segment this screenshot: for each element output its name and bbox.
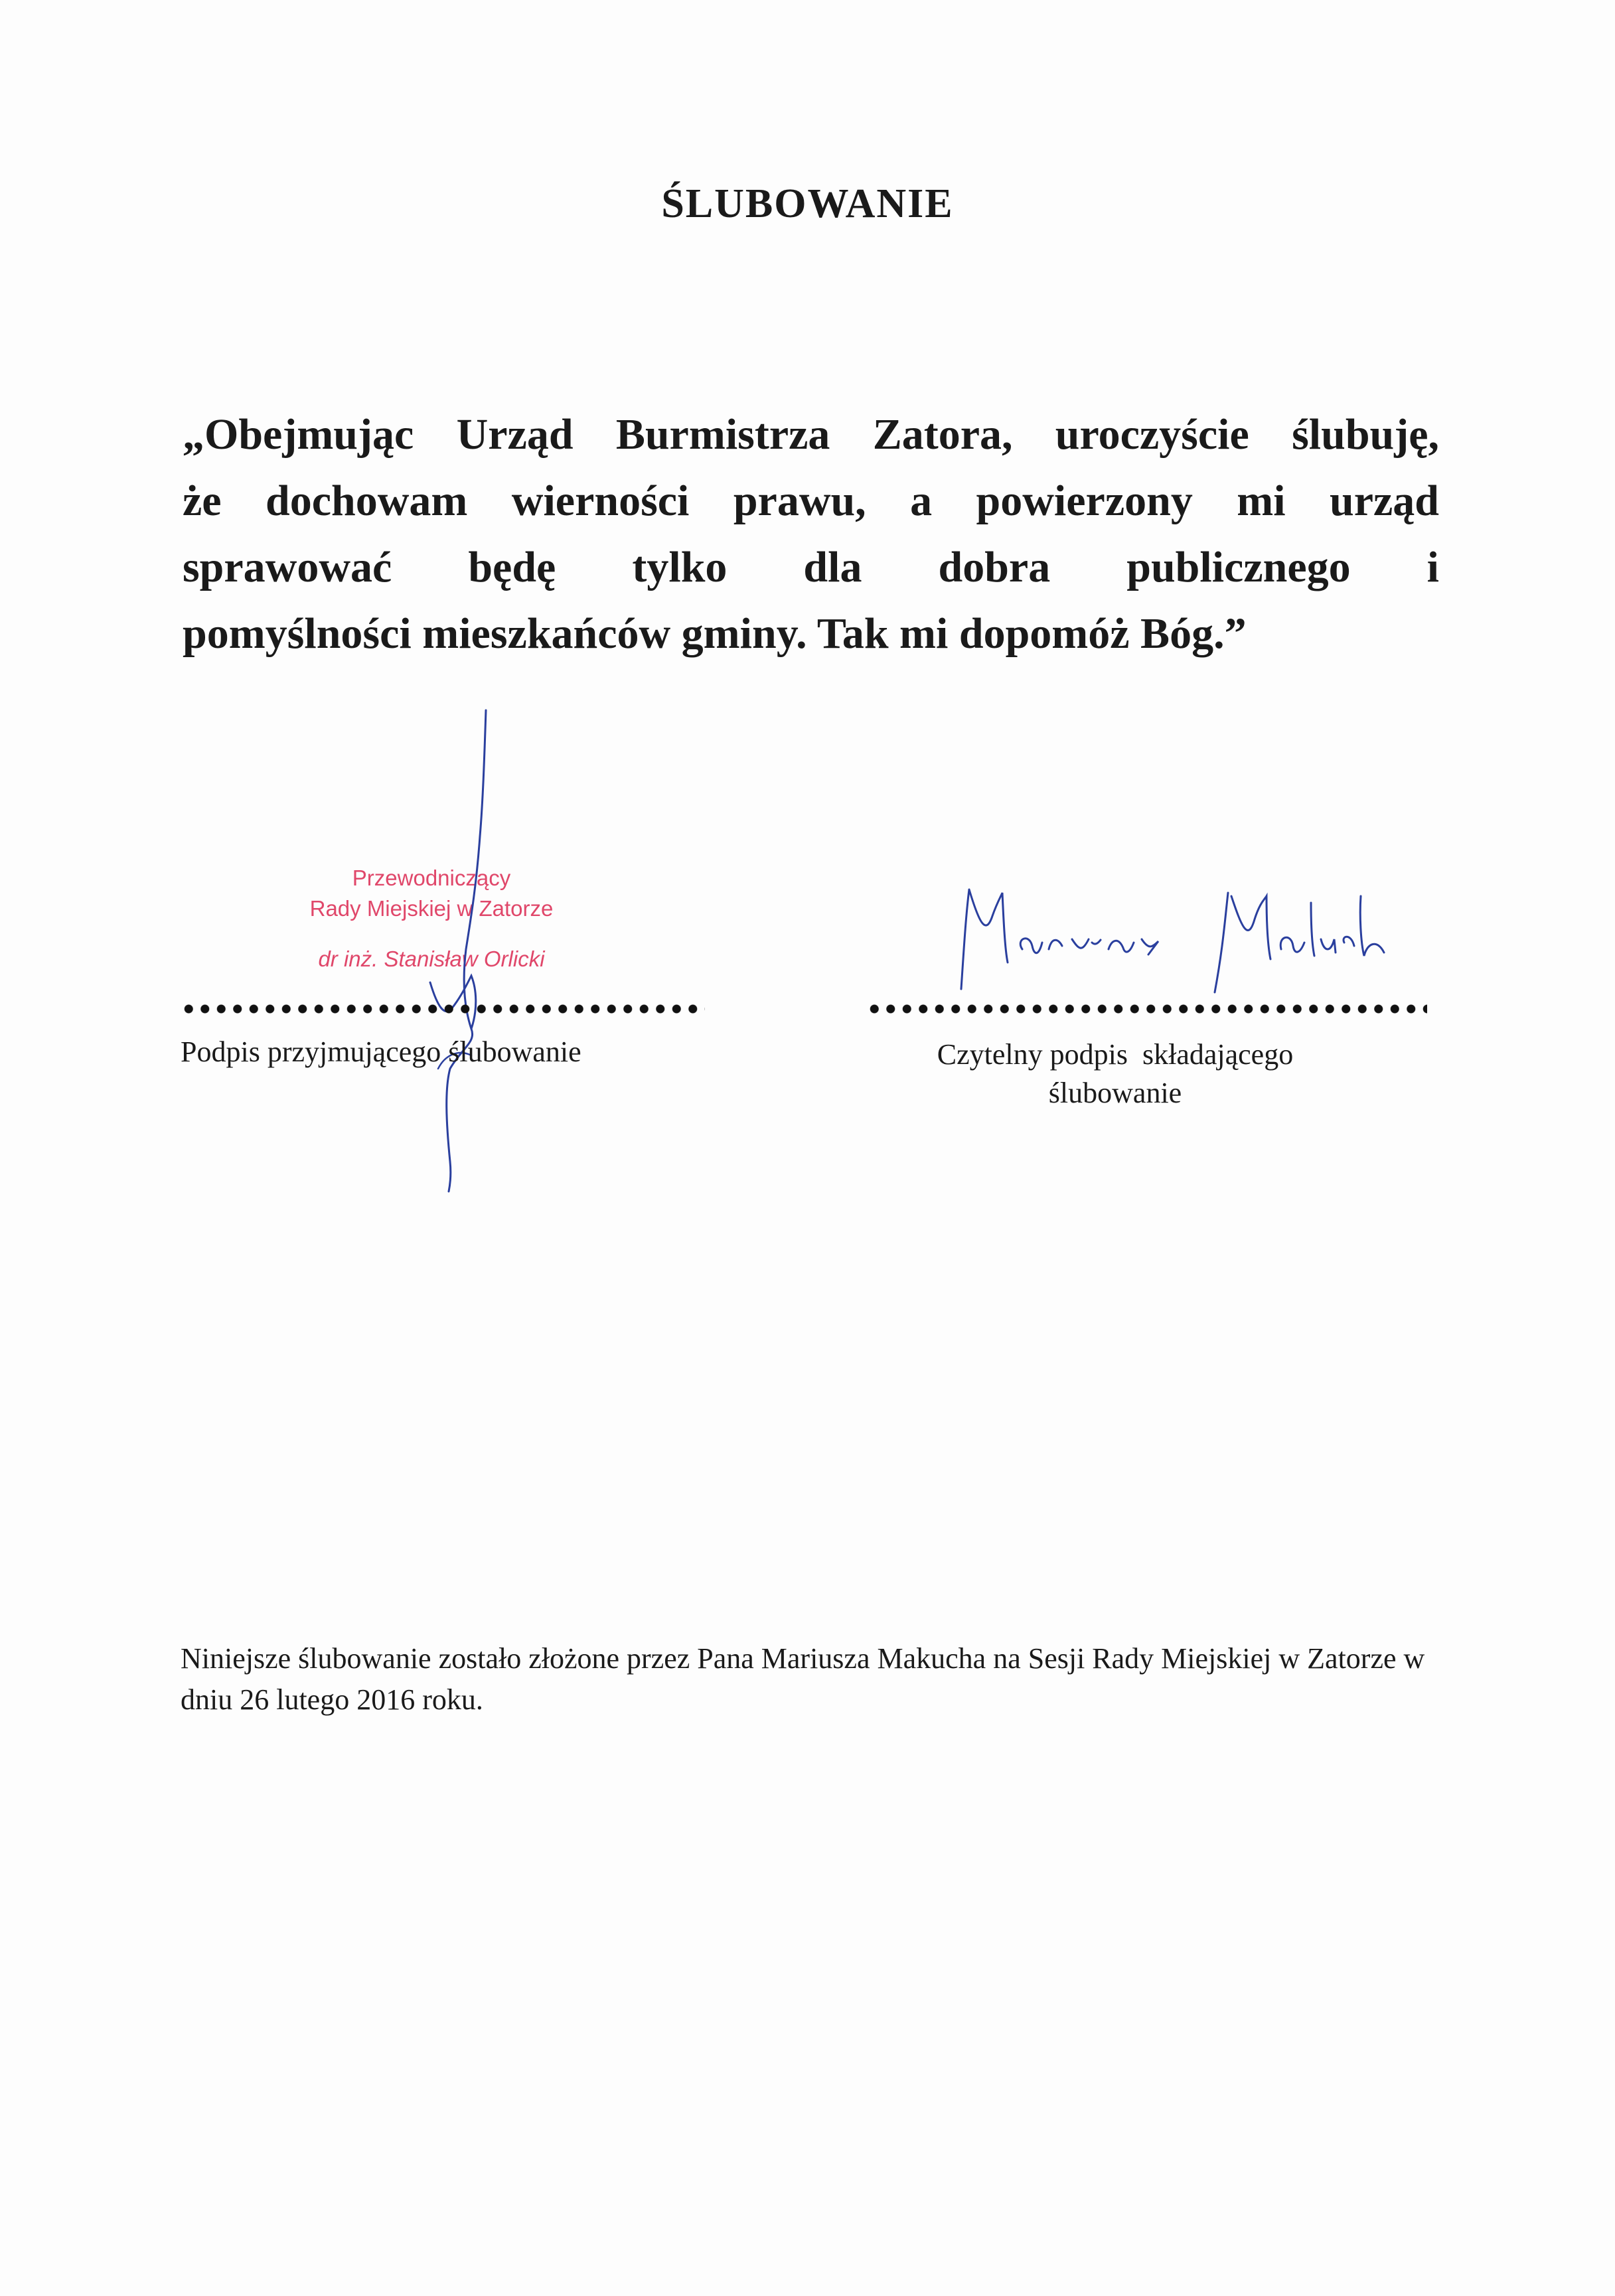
receiver-caption: Podpis przyjmującego ślubowanie: [181, 1035, 581, 1068]
signature-line-receiver: [181, 1001, 705, 1017]
oath-line: pomyślności mieszkańców gminy. Tak mi dopomóż Bóg.”: [183, 609, 1247, 658]
oathtaker-caption: [863, 1035, 1367, 1112]
stamp-title: Przewodniczący: [352, 866, 511, 890]
oath-line: „Obejmując Urząd Burmistrza Zatora, uroczyście ślubuję,: [183, 410, 1439, 459]
stamp-name: dr inż. Stanisław Orlicki: [318, 947, 545, 971]
oathtaker-caption-line: ślubowanie: [1048, 1077, 1182, 1109]
stamp-council: Rady Miejskiej w Zatorze: [309, 896, 554, 921]
footer-note: Niniejsze ślubowanie zostało złożone przez Pana Mariusza Makucha na Sesji Rady Miejskiej w Zatorze w dniu 26 lutego 2016 roku.: [181, 1642, 1425, 1716]
document-title: ŚLUBOWANIE: [661, 181, 954, 226]
signature-line-oathtaker: [866, 1001, 1427, 1017]
oath-text: [183, 402, 1439, 667]
mayor-signature: [949, 876, 1440, 1009]
chairman-signature: [372, 697, 544, 1195]
oath-line: sprawować będę tylko dla dobra publicznego i: [183, 543, 1439, 591]
oathtaker-caption-line: Czytelny podpis składającego: [937, 1038, 1294, 1071]
oath-line: że dochowam wierności prawu, a powierzony mi urząd: [183, 477, 1439, 525]
